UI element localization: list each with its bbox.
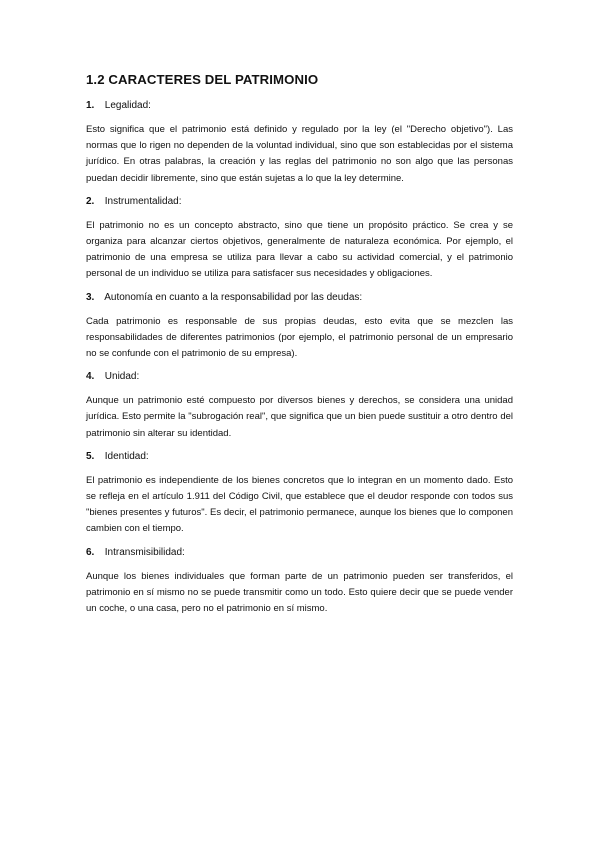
section-heading [86,195,513,209]
section-body: El patrimonio es independiente de los bienes concretos que lo integran en un momento dado. Esto se refleja en el artículo 1.911 del Código Civil, que establece que el deudor responde con todos sus "bienes presentes y futuros". Es decir, el patrimonio permanece, aunque los bienes que lo componen cambien con el tiempo. [86,474,513,535]
section-heading-text: Identidad: [104,450,149,462]
section-body: Aunque los bienes individuales que forman parte de un patrimonio pueden ser transferidos, el patrimonio en sí mismo no se puede transmitir como un todo. Esto quiere decir que se puede vender un coche, o una casa, pero no el patrimonio en sí mismo. [86,570,513,615]
section-legalidad [86,99,513,187]
section-heading [86,99,513,113]
section-heading-text: Unidad: [104,371,140,383]
section-unidad [86,370,513,442]
section-heading-text: Autonomía en cuanto a la responsabilidad por las deudas: [104,291,363,303]
section-number: 3. [86,291,95,303]
section-heading-text: Instrumentalidad: [104,195,182,207]
section-number: 2. [86,195,95,207]
section-heading-text: Legalidad: [104,100,151,111]
section-identidad [86,450,513,538]
section-heading [86,450,513,464]
section-body: Cada patrimonio es responsable de sus propias deudas, esto evita que se mezclen las responsabilidades de diferentes patrimonios (por ejemplo, el patrimonio personal de un empresario no se confunde con el patrimonio de su empresa). [86,315,513,360]
section-number: 4. [86,371,95,383]
section-heading [86,546,513,560]
section-heading [86,370,513,384]
section-instrumentalidad [86,195,513,283]
section-number: 5. [86,450,95,462]
section-heading [86,291,513,305]
section-body: El patrimonio no es un concepto abstracto, sino que tiene un propósito práctico. Se crea y se organiza para alcanzar ciertos objetivos, generalmente de naturaleza económica. Por ejemplo, el patrimonio de una empresa se utiliza para llevar a cabo su actividad comercial, y el patrimonio personal de un individuo se utiliza para satisfacer sus necesidades y obligaciones. [86,219,513,280]
section-number: 6. [86,546,95,558]
section-body: Esto significa que el patrimonio está definido y regulado por la ley (el "Derecho objetivo"). Las normas que lo rigen no dependen de la voluntad individual, sino que son establecidas por el sistema jurídico. En otras palabras, la creación y las reglas del patrimonio no son algo que las personas puedan decidir libremente, sino que están sujetas a lo que la ley determine. [86,124,513,184]
section-autonomia [86,291,513,363]
page-title: 1.2 CARACTERES DEL PATRIMONIO [86,72,319,87]
section-intransmisibilidad [86,546,513,618]
section-heading-text: Intransmisibilidad: [104,546,185,558]
section-body: Aunque un patrimonio esté compuesto por diversos bienes y derechos, se considera una unidad jurídica. Esto permite la "subrogación real", que significa que un bien puede sustituir a otro dentro del patrimonio sin alterar su identidad. [86,395,513,439]
section-number: 1. [86,100,95,111]
